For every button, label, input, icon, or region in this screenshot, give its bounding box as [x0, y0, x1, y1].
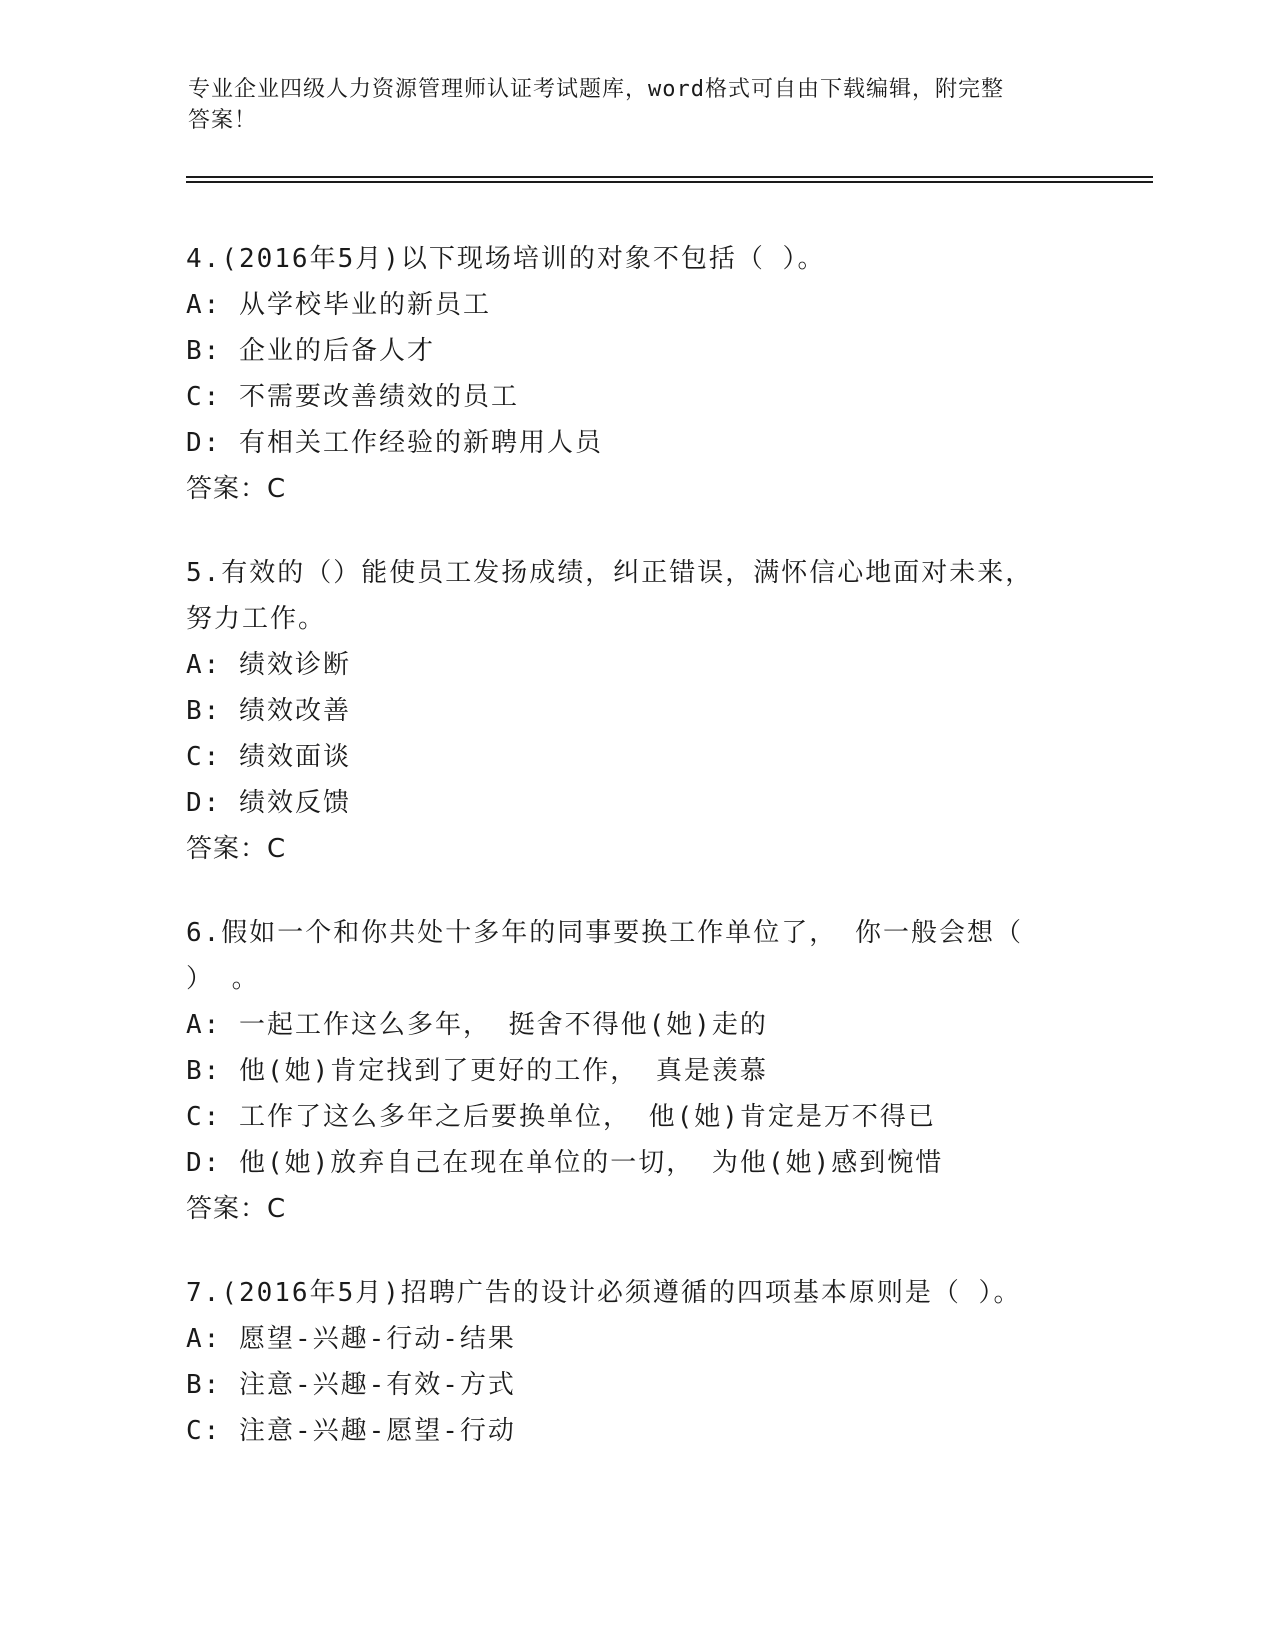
question-stem-continued: 努力工作。	[186, 604, 327, 634]
document-header	[188, 74, 1088, 136]
option-b: B: 绩效改善	[186, 696, 351, 726]
option-a: A: 愿望-兴趣-行动-结果	[186, 1324, 516, 1354]
question-list	[186, 236, 1086, 1492]
answer-line: 答案：C	[186, 834, 287, 864]
header-divider-bottom	[186, 181, 1153, 183]
question-4	[186, 236, 1086, 512]
option-a: A: 绩效诊断	[186, 650, 351, 680]
option-d: D: 绩效反馈	[186, 788, 351, 818]
header-line-1: 专业企业四级人力资源管理师认证考试题库，word格式可自由下载编辑，附完整	[188, 77, 1004, 102]
option-c: C: 工作了这么多年之后要换单位， 他(她)肯定是万不得已	[186, 1102, 936, 1132]
option-c: C: 不需要改善绩效的员工	[186, 382, 519, 412]
header-line-2: 答案！	[188, 108, 258, 133]
question-stem: 4.(2016年5月)以下现场培训的对象不包括（ ）。	[186, 244, 826, 274]
question-6	[186, 910, 1086, 1232]
option-a: A: 一起工作这么多年， 挺舍不得他(她)走的	[186, 1010, 768, 1040]
option-b: B: 注意-兴趣-有效-方式	[186, 1370, 516, 1400]
option-d: D: 他(她)放弃自己在现在单位的一切， 为他(她)感到惋惜	[186, 1148, 944, 1178]
question-stem: 6.假如一个和你共处十多年的同事要换工作单位了， 你一般会想（	[186, 918, 1023, 948]
question-stem-continued: ） 。	[186, 964, 260, 994]
option-c: C: 绩效面谈	[186, 742, 351, 772]
header-divider-top	[186, 176, 1153, 178]
question-stem: 7.(2016年5月)招聘广告的设计必须遵循的四项基本原则是（ ）。	[186, 1278, 1022, 1308]
option-d: D: 有相关工作经验的新聘用人员	[186, 428, 603, 458]
option-a: A: 从学校毕业的新员工	[186, 290, 491, 320]
answer-line: 答案：C	[186, 474, 287, 504]
question-5	[186, 550, 1086, 872]
option-b: B: 他(她)肯定找到了更好的工作， 真是羡慕	[186, 1056, 768, 1086]
question-7	[186, 1270, 1086, 1454]
option-b: B: 企业的后备人才	[186, 336, 435, 366]
option-c: C: 注意-兴趣-愿望-行动	[186, 1416, 516, 1446]
question-stem: 5.有效的（）能使员工发扬成绩，纠正错误，满怀信心地面对未来，	[186, 558, 1034, 588]
answer-line: 答案：C	[186, 1194, 287, 1224]
